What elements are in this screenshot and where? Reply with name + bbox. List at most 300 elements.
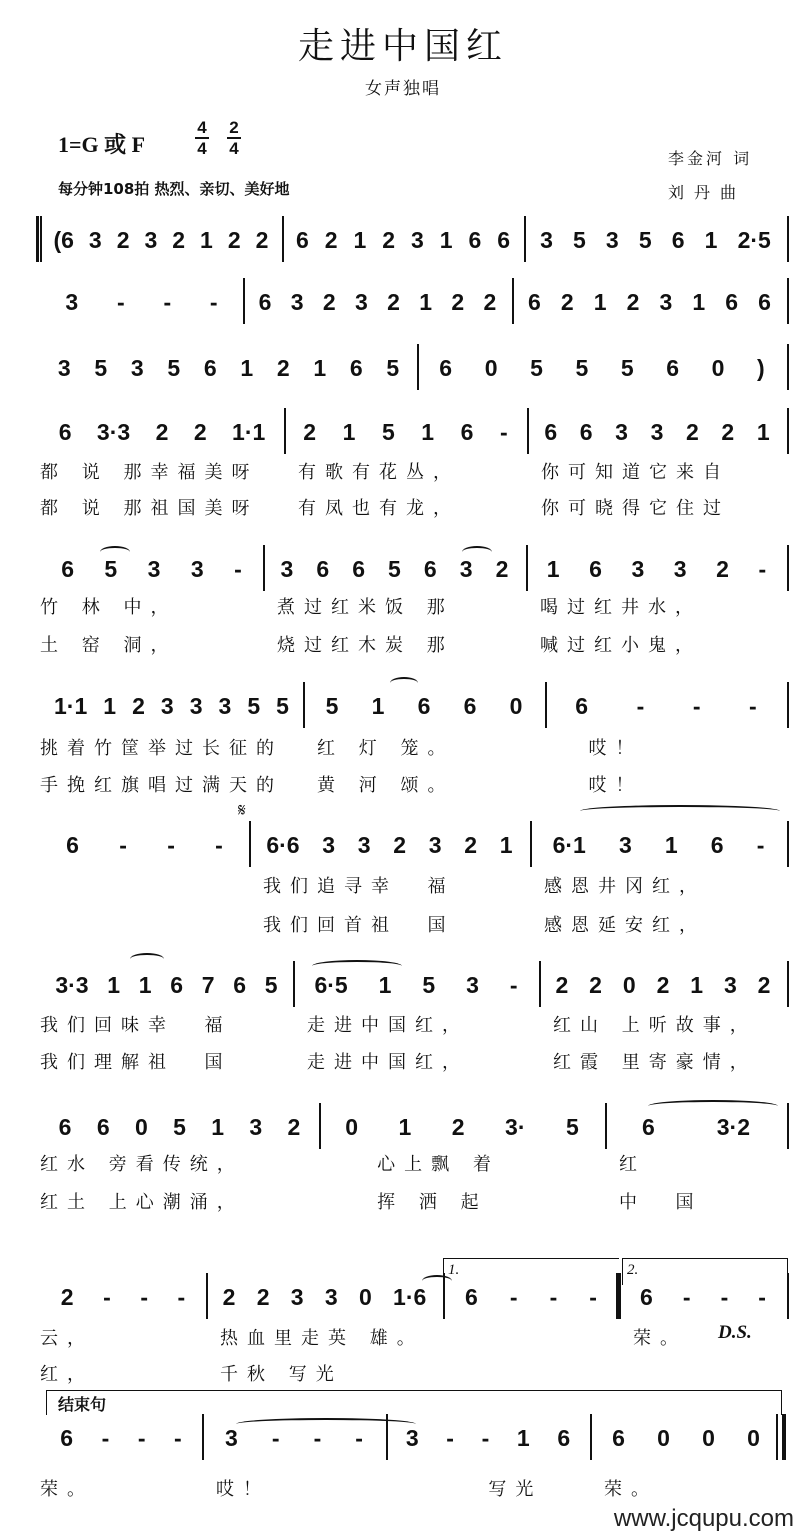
note: 3 (189, 692, 203, 719)
note: 5 (638, 226, 652, 253)
note: - (499, 418, 508, 445)
note: - (163, 288, 172, 315)
measure (309, 691, 539, 721)
note: 3 (225, 1424, 238, 1451)
barline (787, 216, 789, 262)
note: 6·5 (314, 971, 348, 998)
note: 1 (138, 971, 152, 998)
note: 1 (240, 354, 254, 381)
note: 1 (313, 354, 327, 381)
barline (303, 682, 305, 728)
note: 2 (560, 288, 574, 315)
note: 6 (96, 1113, 110, 1140)
note: 2 (60, 1283, 74, 1310)
note: 2 (721, 418, 735, 445)
barline (526, 545, 528, 591)
segno-sign: 𝄋 (238, 800, 246, 821)
measure (46, 554, 257, 584)
dal-segno-marking: D.S. (718, 1322, 752, 1343)
note: 6 (258, 288, 272, 315)
barline (787, 961, 789, 1007)
note: - (636, 692, 645, 719)
lyric-text: 荣。 (40, 1479, 94, 1500)
note: 6·6 (266, 831, 300, 858)
note: 3 (280, 555, 294, 582)
note: 3 (147, 555, 161, 582)
barline (787, 545, 789, 591)
barline (787, 682, 789, 728)
measure (518, 287, 781, 317)
note: - (140, 1283, 148, 1310)
note: 6 (203, 354, 217, 381)
lyric-text: 热血里走英 雄。 (220, 1328, 424, 1349)
note: 2 (227, 226, 241, 253)
lyric-text: 我们回首祖 国 (263, 915, 455, 936)
ts-top: 4 (197, 118, 207, 137)
note: 6 (612, 1424, 625, 1451)
lyric-text: 我们追寻幸 福 (263, 876, 455, 897)
note: 1 (342, 418, 356, 445)
measure (545, 970, 781, 1000)
note: 1·6 (393, 1283, 427, 1310)
barline (787, 344, 789, 390)
lyric-text: 黄 河 颂。 (317, 775, 455, 796)
note: 1 (371, 692, 385, 719)
lyric-text: 走进中国红， (307, 1015, 469, 1036)
note: 5 (620, 354, 634, 381)
note: 0 (747, 1424, 760, 1451)
barline (539, 961, 541, 1007)
lyric-text: 手挽红旗唱过满天的 (40, 775, 283, 796)
measure (46, 417, 278, 447)
lyric-text: 挥 洒 起 (333, 1192, 488, 1213)
note: 1 (516, 1424, 530, 1451)
note: 2 (451, 288, 465, 315)
note: 1 (200, 226, 213, 253)
note: - (509, 1283, 518, 1310)
note: 2 (303, 418, 317, 445)
note: 3 (290, 1283, 304, 1310)
note: 2 (656, 971, 670, 998)
barline (524, 216, 526, 262)
lyric-text: 竹 林 中， (40, 597, 178, 618)
slur (100, 546, 130, 558)
note: - (756, 831, 765, 858)
lyricist-credit: 李金河 词 (668, 149, 753, 168)
lyric-text: 喊过红小鬼， (540, 635, 702, 656)
note: 5 (247, 692, 261, 719)
note: 5 (530, 354, 543, 381)
note: 1 (378, 971, 392, 998)
note: 0 (657, 1424, 670, 1451)
note: 2 (193, 418, 207, 445)
note: 2·5 (737, 226, 771, 253)
note: 5 (386, 354, 400, 381)
measure (46, 287, 237, 317)
note: 1 (690, 971, 704, 998)
note: 7 (201, 971, 215, 998)
note: 0 (358, 1283, 372, 1310)
note: - (758, 1283, 766, 1310)
note: - (209, 288, 218, 315)
note: - (549, 1283, 558, 1310)
lyric-text: 哎！ (559, 775, 643, 796)
barline (202, 1414, 204, 1460)
note: 6 (666, 354, 680, 381)
barline (284, 408, 286, 454)
measure (249, 287, 506, 317)
measure (611, 1112, 781, 1142)
slur (648, 1100, 778, 1112)
measure (212, 1282, 437, 1312)
slur (312, 960, 402, 972)
note: 2 (255, 226, 269, 253)
note: 6 (58, 418, 72, 445)
slur (462, 546, 492, 558)
note: 1 (704, 226, 718, 253)
lyric-text: 荣。 (633, 1328, 687, 1349)
measure (46, 1423, 196, 1453)
note: 5 (325, 692, 339, 719)
note: 6 (60, 1424, 74, 1451)
note: 3 (249, 1113, 263, 1140)
note: 6 (463, 692, 477, 719)
note: - (167, 831, 175, 858)
note: 1 (398, 1113, 412, 1140)
lyric-text: 有歌有花丛， (298, 462, 460, 483)
note: 2 (387, 288, 400, 315)
note: - (481, 1424, 490, 1451)
lyric-text: 走进中国红， (307, 1052, 469, 1073)
note: 3 (290, 288, 304, 315)
lyric-text: 感恩延安红， (544, 915, 706, 936)
measure (530, 225, 781, 255)
note: 2 (686, 418, 699, 445)
measure (46, 1282, 200, 1312)
barline (787, 408, 789, 454)
note: (6 (53, 226, 74, 253)
note: - (692, 692, 701, 719)
barline (293, 961, 295, 1007)
lyric-text: 哎！ (559, 738, 643, 759)
barline (782, 1414, 786, 1460)
lyric-text: 红 灯 笼。 (317, 738, 455, 759)
note: - (355, 1424, 363, 1451)
lyric-text: 都 说 那祖国美呀 (40, 498, 259, 519)
note: 3 (65, 288, 79, 315)
note: 2 (382, 226, 396, 253)
note: 2 (451, 1113, 465, 1140)
slur (580, 805, 780, 817)
note: 1 (664, 831, 678, 858)
note: 3 (650, 418, 664, 445)
note: 5 (94, 354, 108, 381)
barline (417, 344, 419, 390)
note: 3 (615, 418, 628, 445)
lyric-text: 红 (619, 1154, 646, 1175)
barline (787, 1103, 789, 1149)
volta-bracket-2 (622, 1258, 788, 1285)
barline (787, 821, 789, 867)
note: 5 (276, 692, 289, 719)
note: 2 (132, 692, 145, 719)
note: 2 (393, 831, 407, 858)
note: - (119, 831, 127, 858)
tempo-marking: 每分钟108拍 热烈、亲切、美好地 (58, 180, 290, 198)
note: 2 (172, 226, 186, 253)
lyric-text: 红， (40, 1364, 94, 1385)
note: 5 (264, 971, 278, 998)
measure (46, 691, 297, 721)
measure (46, 1112, 313, 1142)
note: 3·3 (96, 418, 131, 445)
volta-label: 1. (448, 1262, 460, 1278)
note: 2 (464, 831, 478, 858)
note: 1 (421, 418, 435, 445)
note: 2 (276, 354, 290, 381)
note: 6 (641, 1113, 655, 1140)
volta-bracket-1 (443, 1258, 619, 1285)
note: - (234, 555, 242, 582)
note: 6 (725, 288, 739, 315)
lyric-text: 烧过红木炭 那 (277, 635, 454, 656)
barline (776, 1414, 778, 1460)
measure (290, 417, 521, 447)
measure (255, 830, 524, 860)
watermark: www.jcqupu.com (613, 1505, 794, 1532)
note: - (758, 555, 767, 582)
measure (596, 1423, 776, 1453)
note: 0 (484, 354, 498, 381)
composer-credit: 刘丹曲 (668, 183, 747, 202)
note: - (271, 1424, 280, 1451)
time-signature-4-4 (194, 118, 210, 158)
note: 3 (540, 226, 553, 253)
lyric-text: 红山 上听故事， (553, 1015, 757, 1036)
lyric-text: 你可知道它来自 (541, 462, 730, 483)
ts-top: 2 (229, 118, 239, 137)
note: 1 (593, 288, 607, 315)
note: 6 (497, 226, 511, 253)
lyric-text: 写光 (400, 1479, 543, 1500)
lyric-text: 云， (40, 1328, 94, 1349)
note: 5 (422, 971, 436, 998)
note: - (749, 692, 757, 719)
ts-bottom: 4 (197, 139, 207, 158)
lyric-text: 你可晓得它住过 (541, 498, 730, 519)
measure (625, 1282, 781, 1312)
song-subtitle: 女声独唱 (365, 79, 441, 99)
barline (40, 216, 42, 262)
lyric-text: 挑着竹筐举过长征的 (40, 738, 283, 759)
lyric-text: 都 说 那幸福美呀 (40, 462, 259, 483)
note: - (116, 288, 125, 315)
lyric-text: 红土 上心潮涌， (40, 1192, 244, 1213)
note: - (101, 1424, 110, 1451)
note: - (509, 971, 518, 998)
note: 6 (58, 1113, 72, 1140)
barline (249, 821, 251, 867)
note: - (174, 1424, 182, 1451)
note: 3· (505, 1113, 526, 1140)
measure (269, 554, 520, 584)
measure (46, 353, 411, 383)
note: 2 (483, 288, 497, 315)
note: 0 (134, 1113, 148, 1140)
note: 5 (388, 555, 401, 582)
note: 2 (155, 418, 169, 445)
note: 3 (723, 971, 737, 998)
note: 3 (673, 555, 687, 582)
repeat-barline (36, 216, 39, 262)
note: 3 (357, 831, 371, 858)
note: 1 (211, 1113, 225, 1140)
note: 1 (692, 288, 706, 315)
note: 1·1 (232, 418, 266, 445)
barline (319, 1103, 321, 1149)
note: 3·2 (716, 1113, 750, 1140)
measure (533, 417, 781, 447)
note: 6 (544, 418, 558, 445)
measure (536, 830, 781, 860)
note: 3 (618, 831, 632, 858)
note: 5 (104, 555, 118, 582)
measure (46, 830, 243, 860)
note: 6 (417, 692, 431, 719)
note: 5 (575, 354, 589, 381)
note: 6 (352, 555, 365, 582)
lyric-text: 中 国 (619, 1192, 703, 1213)
note: 6 (170, 971, 184, 998)
barline (282, 216, 284, 262)
note: 1·1 (54, 692, 88, 719)
measure (288, 225, 518, 255)
lyric-text: 煮过红米饭 那 (277, 597, 454, 618)
measure (299, 970, 533, 1000)
note: 3 (631, 555, 645, 582)
note: 3 (428, 831, 442, 858)
slur (236, 1418, 416, 1430)
note: 5 (381, 418, 395, 445)
lyric-text: 千秋 写光 (220, 1364, 343, 1385)
note: - (589, 1283, 597, 1310)
note: 6 (460, 418, 474, 445)
measure (392, 1423, 584, 1453)
note: 0 (711, 354, 725, 381)
note: 2 (287, 1113, 301, 1140)
barline (787, 278, 789, 324)
note: 3 (324, 1283, 338, 1310)
note: 2 (626, 288, 640, 315)
note: 2 (555, 971, 569, 998)
slur (130, 953, 164, 965)
measure (325, 1112, 599, 1142)
note: - (177, 1283, 186, 1310)
measure (46, 970, 287, 1000)
note: 2 (322, 288, 336, 315)
note: 1 (546, 555, 560, 582)
volta-label: 2. (627, 1262, 639, 1278)
note: - (137, 1424, 146, 1451)
song-title: 走进中国红 (297, 26, 508, 67)
note: 3 (355, 288, 368, 315)
note: 3 (130, 354, 144, 381)
note: 6 (528, 288, 541, 315)
note: 6 (61, 555, 74, 582)
note: 2 (222, 1283, 236, 1310)
coda-bracket (46, 1390, 782, 1415)
note: - (313, 1424, 322, 1451)
measure (532, 554, 781, 584)
note: 0 (622, 971, 636, 998)
note: 6 (439, 354, 453, 381)
measure (551, 691, 781, 721)
lyric-text: 喝过红井水， (540, 597, 702, 618)
measure (423, 353, 781, 383)
note: 3 (659, 288, 673, 315)
note: 2 (495, 555, 509, 582)
note: 6·1 (552, 831, 586, 858)
key-signature: 1=G 或 F (58, 132, 146, 157)
note: 6 (316, 555, 330, 582)
note: 6 (758, 288, 771, 315)
note: 6 (589, 555, 602, 582)
barline (206, 1273, 208, 1319)
note: 3·3 (55, 971, 89, 998)
note: 0 (509, 692, 523, 719)
lyric-text: 感恩井冈红， (544, 876, 706, 897)
note: 1 (353, 226, 367, 253)
note: 2 (757, 971, 771, 998)
note: 2 (589, 971, 602, 998)
note: 2 (716, 555, 729, 582)
lyric-text: 有凤也有龙， (298, 498, 460, 519)
note: 3 (410, 226, 424, 253)
lyric-text: 荣。 (604, 1479, 658, 1500)
barline (512, 278, 514, 324)
note: 3 (190, 555, 204, 582)
note: 6 (465, 1283, 478, 1310)
lyric-text: 哎！ (216, 1479, 270, 1500)
note: 3 (160, 692, 174, 719)
note: 3 (144, 226, 158, 253)
note: 2 (116, 226, 130, 253)
lyric-text: 心上飘 着 (333, 1154, 500, 1175)
note: - (446, 1424, 454, 1451)
note: 1 (107, 971, 121, 998)
note: 6 (66, 831, 79, 858)
note: 1 (419, 288, 433, 315)
note: 3 (405, 1424, 419, 1451)
note: 3 (57, 354, 71, 381)
note: 0 (345, 1113, 359, 1140)
ts-bottom: 4 (229, 139, 239, 158)
note: - (720, 1283, 729, 1310)
note: 3 (322, 831, 336, 858)
note: 1 (439, 226, 453, 253)
barline (545, 682, 547, 728)
note: 1 (499, 831, 513, 858)
measure (46, 225, 276, 255)
note: 3 (459, 555, 473, 582)
note: 6 (349, 354, 363, 381)
barline (243, 278, 245, 324)
barline (530, 821, 532, 867)
note: - (682, 1283, 691, 1310)
lyric-text: 我们理解祖 国 (40, 1052, 232, 1073)
note: 5 (572, 226, 586, 253)
note: 6 (710, 831, 724, 858)
